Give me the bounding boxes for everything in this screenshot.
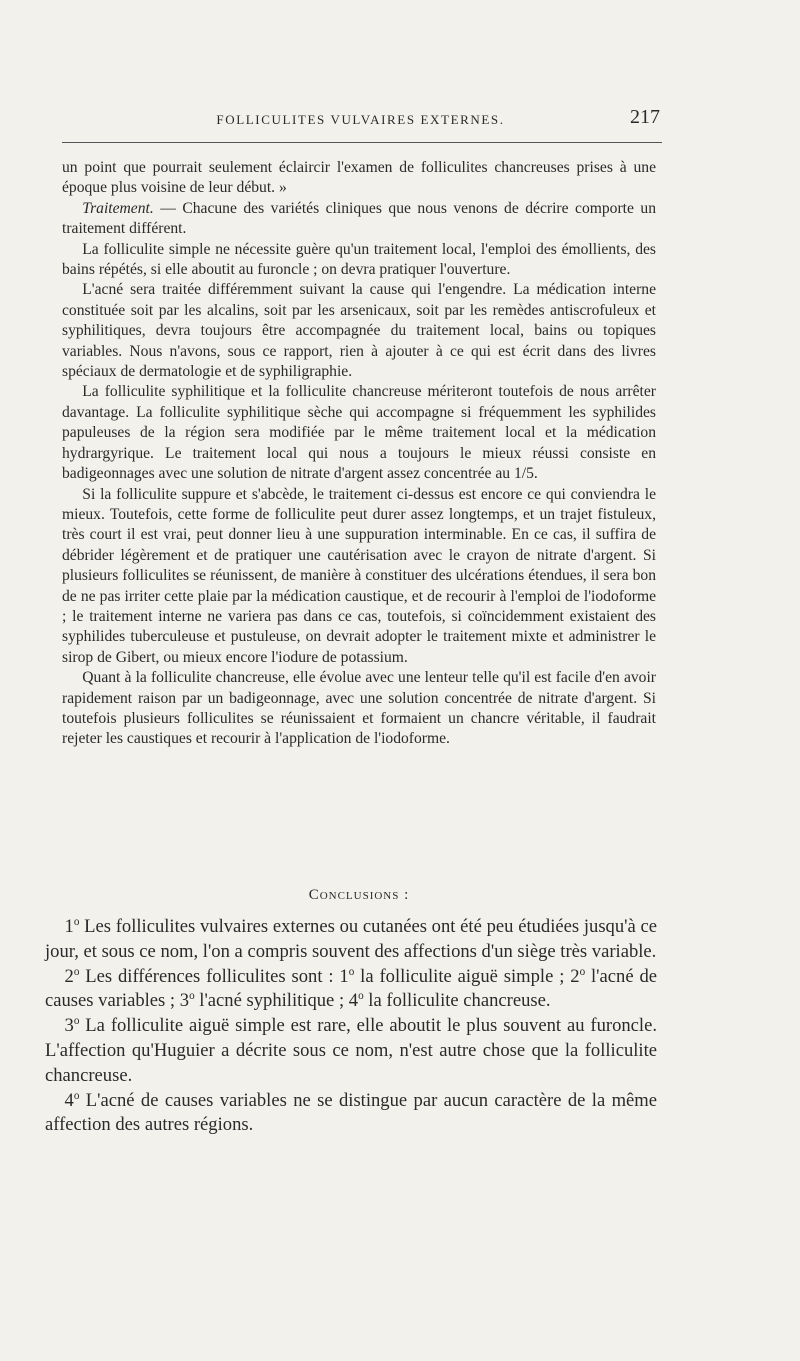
paragraph-acne: L'acné sera traitée différemment suivant la cause qui l'engendre. La médication interne constituée soit par les alcalins, soit par les arsenicaux, soit par les remèdes antiscrofuleux et syphilitiques, devra toujours être accompagnée du traitement local, bains ou topiques variables. Nous n'avons, sous ce rapport, rien à ajouter à ce qui est écrit dans des livres spéciaux de dermatologie et de syphiligraphie. — [62, 281, 656, 381]
paragraph-treatment — [62, 199, 656, 240]
conclusions-heading: Conclusions : — [308, 887, 410, 903]
paragraph-continuation: un point que pourrait seulement éclaircir l'examen de folliculites chancreuses prises à une époque plus voisine de leur début. » — [62, 159, 656, 197]
conclusion-number: 2 — [64, 965, 74, 987]
conclusion-text: la folliculite aiguë simple ; — [354, 965, 571, 987]
conclusion-text: l'acné syphilitique ; — [194, 990, 349, 1012]
conclusion-text: l'acné de causes variables ; — [45, 965, 658, 1012]
treatment-label: Traitement. — [82, 199, 154, 217]
conclusion-text: Les folliculites vulvaires externes ou cutanées ont été peu étudiées jusqu'à ce jour, et sous ce nom, l'on a compris souvent des affections d'un siège très variable. — [45, 916, 657, 962]
degree-mark: o — [73, 1089, 80, 1102]
conclusion-text: La folliculite aiguë simple est rare, elle aboutit le plus souvent au furoncle. L'affection qu'Huguier a décrite sous ce nom, n'est autre chose que la folliculite chancreuse. — [45, 1015, 657, 1086]
conclusion-number: 1 — [64, 916, 74, 937]
running-title: FOLLICULITES VULVAIRES EXTERNES. — [216, 112, 505, 127]
page-number: 217 — [630, 106, 660, 128]
conclusion-number: 3 — [64, 1015, 74, 1037]
degree-mark: o — [73, 915, 80, 928]
inline-number: 1 — [339, 965, 349, 987]
treatment-text: — Chacune des variétés cliniques que nous venons de décrire comporte un traitement différent. — [62, 199, 656, 238]
conclusion-item — [45, 915, 657, 965]
degree-mark: o — [189, 990, 195, 1003]
degree-mark: o — [579, 965, 586, 978]
inline-number: 4 — [348, 990, 359, 1012]
page-header — [63, 106, 660, 138]
degree-mark: o — [348, 965, 355, 978]
inline-number: 2 — [570, 965, 580, 987]
body-text — [62, 158, 656, 750]
paragraph-suppuration: Si la folliculite suppure et s'abcède, le traitement ci-dessus est encore ce qui conviendra le mieux. Toutefois, cette forme de folliculite peut durer assez longtemps, et un trajet fistuleux, très court il est vrai, peut donner lieu à une suppuration interminable. En ce cas, il suffira de débrider légèrement et de pratiquer une cautérisation avec le crayon de nitrate d'argent. Si plusieurs folliculites se réunissent, de manière à constituer des ulcérations étendues, il sera bon de ne pas irriter cette plaie par la médication caustique, et de recourir à l'emploi de l'iodoforme ; le traitement interne ne variera pas dans ce cas, toutefois, si coïncidemment existaient des syphilides tuberculeuse et pustuleuse, on devrait adopter le traitement mixte et administrer le sirop de Gibert, ou mieux encore l'iodure de potassium. — [62, 485, 656, 666]
conclusion-text: L'acné de causes variables ne se distingue par aucun caractère de la même affection des autres régions. — [45, 1089, 657, 1136]
conclusion-text: la folliculite chancreuse. — [363, 990, 551, 1012]
inline-number: 3 — [179, 990, 190, 1012]
paragraph-syphilitic: La folliculite syphilitique et la folliculite chancreuse mériteront toutefois de nous arrêter davantage. La folliculite syphilitique sèche qui accompagne si fréquemment les syphilides papuleuses de la région sera modifiée par le même traitement local et la médication hydrargyrique. Le traitement local qui nous a toujours le mieux réussi consiste en badigeonnages avec une solution de nitrate d'argent assez concentrée au 1/5. — [62, 383, 656, 483]
conclusion-text: Les différences folliculites sont : — [79, 965, 340, 987]
conclusion-item — [45, 1089, 657, 1139]
conclusion-item — [45, 1014, 657, 1088]
paragraph-chancrous: Quant à la folliculite chancreuse, elle évolue avec une lenteur telle qu'il est facile d'en avoir rapidement raison par un badigeonnage, avec une solution concentrée de nitrate d'argent. Si toutefois plusieurs folliculites se réunissaient et formaient un chancre véritable, il faudrait rejeter les caustiques et recourir à l'application de l'iodoforme. — [62, 669, 656, 748]
header-rule — [62, 142, 662, 143]
degree-mark: o — [73, 1015, 80, 1027]
paragraph-simple-folliculitis: La folliculite simple ne nécessite guère qu'un traitement local, l'emploi des émollients, des bains répétés, si elle aboutit au furoncle ; on devra pratiquer l'ouverture. — [62, 240, 656, 279]
degree-mark: o — [73, 965, 80, 978]
degree-mark: o — [358, 990, 364, 1003]
conclusions-list — [45, 915, 657, 1138]
conclusion-item — [45, 965, 657, 1015]
conclusion-number: 4 — [64, 1089, 74, 1111]
